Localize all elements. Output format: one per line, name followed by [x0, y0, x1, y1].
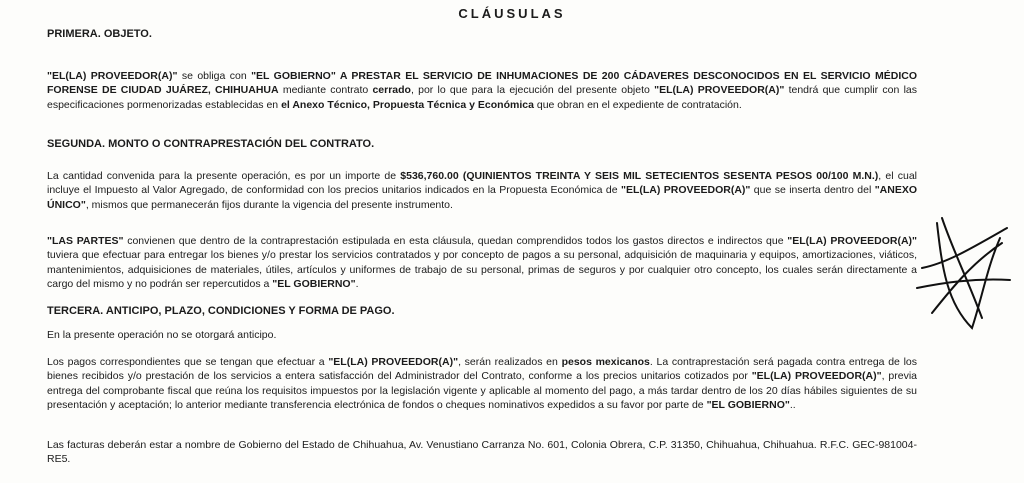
clause-segunda-heading: SEGUNDA. MONTO O CONTRAPRESTACIÓN DEL CONTRATO. — [47, 138, 375, 150]
clause-primera-paragraph: "EL(LA) PROVEEDOR(A)" se obliga con "EL GOBIERNO" A PRESTAR EL SERVICIO DE INHUMACIONES DE 200 CÁDAVERES DESCONOCIDOS EN EL SERVICIO MÉDICO FORENSE DE CIUDAD JUÁREZ, CHIHUAHUA mediante contrato cerrado, por lo que para la ejecución del presente objeto "EL(LA) PROVEEDOR(A)" tendrá que cumplir con las especificaciones pormenorizadas establecidas en el Anexo Técnico, Propuesta Técnica y Económica que obran en el expediente de contratación. — [47, 70, 917, 111]
clause-segunda-paragraph-parties: "LAS PARTES" convienen que dentro de la contraprestación estipulada en esta cláusula, quedan comprendidos todos los gastos directos e indirectos que "EL(LA) PROVEEDOR(A)" tuviera que efectuar para entregar los bienes y/o prestar los servicios contratados y por concepto de pagos a su personal, adquisición de maquinaria y equipos, amortizaciones, viáticos, mantenimientos, adquisiciones de materiales, útiles, artículos y uniformes de trabajo de su personal, primas de seguros y por cualquier otro concepto, los cuales serán directamente a cargo del mismo y no podrán ser repercutidos a "EL GOBIERNO". — [47, 235, 918, 290]
clause-tercera-invoice-paragraph: Las facturas deberán estar a nombre de Gobierno del Estado de Chihuahua, Av. Venustiano Carranza No. 601, Colonia Obrera, C.P. 31350, Chihuahua, Chihuahua. R.F.C. GEC-981004-RE5. — [47, 439, 917, 466]
clause-primera-heading: PRIMERA. OBJETO. — [47, 28, 152, 40]
clause-tercera-advance: En la presente operación no se otorgará anticipo. — [47, 329, 277, 341]
clause-segunda-paragraph-amount: La cantidad convenida para la presente operación, es por un importe de $536,760.00 (QUINIENTOS TREINTA Y SEIS MIL SETECIENTOS SESENTA PESOS 00/100 M.N.), el cual incluye el Impuesto al Valor Agregado, de conformidad con los precios unitarios indicados en la Propuesta Económica de "EL(LA) PROVEEDOR(A)" que se inserta dentro del "ANEXO ÚNICO", mismos que permanecerán fijos durante la vigencia del presente instrumento. — [47, 170, 918, 211]
clause-tercera-payment-paragraph: Los pagos correspondientes que se tengan que efectuar a "EL(LA) PROVEEDOR(A)", serán realizados en pesos mexicanos. La contraprestación será pagada contra entrega de los bienes recibidos y/o prestación de los servicios a entera satisfacción del Administrador del Contrato, conforme a los precios unitarios cotizados por "EL(LA) PROVEEDOR(A)", previa entrega del comprobante fiscal que reúna los requisitos impuestos por la legislación vigente y aplicable al momento del pago, a más tardar dentro de los 20 días hábiles siguientes de su presentación y aceptación; lo anterior mediante transferencia electrónica de fondos o cheques nominativos expedidos a su favor por parte de "EL GOBIERNO".. — [47, 356, 918, 411]
handwritten-signature — [912, 208, 1012, 338]
clause-tercera-heading: TERCERA. ANTICIPO, PLAZO, CONDICIONES Y FORMA DE PAGO. — [47, 305, 395, 317]
page-title: CLÁUSULAS — [458, 6, 566, 21]
